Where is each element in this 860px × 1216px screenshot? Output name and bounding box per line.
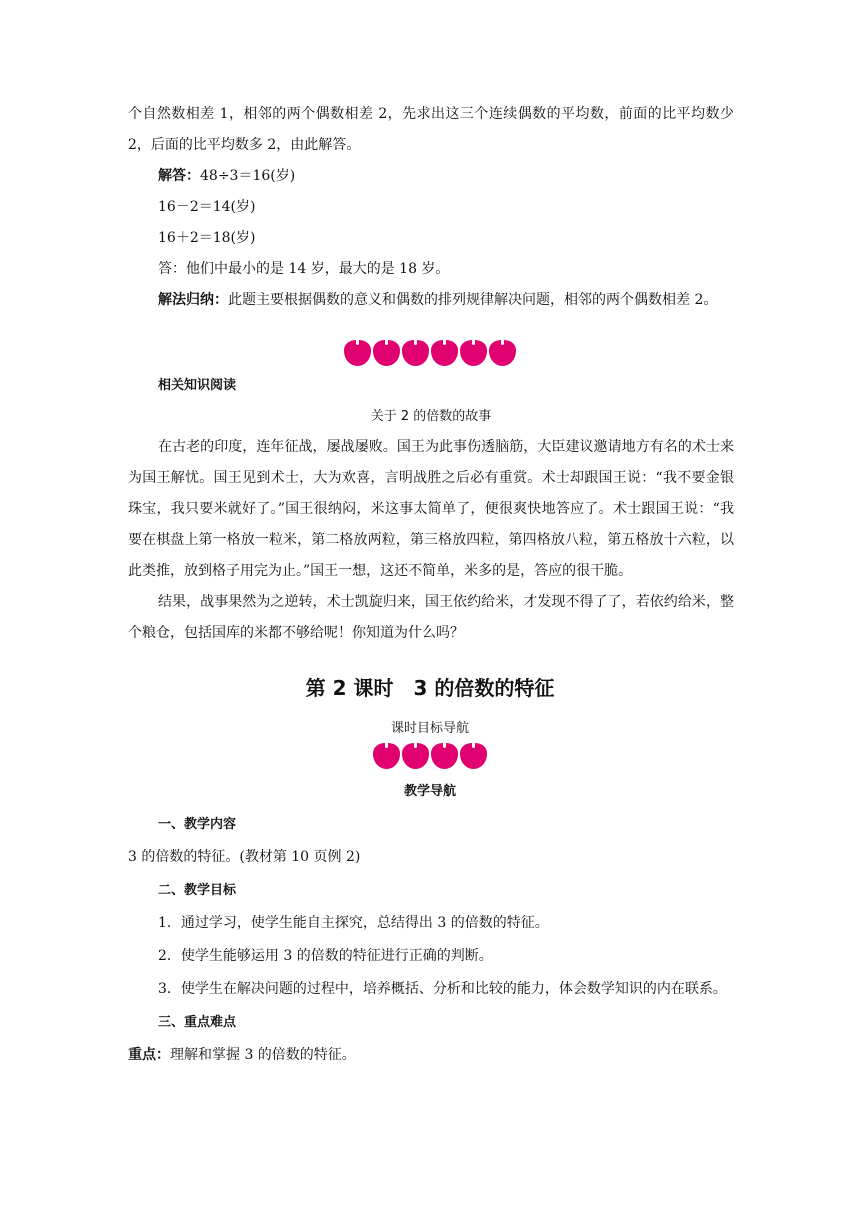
method-text: 此题主要根据偶数的意义和偶数的排列规律解决问题，相邻的两个偶数相差 2。: [228, 292, 718, 308]
lesson-block: [128, 808, 734, 1072]
reading-block: [128, 370, 734, 649]
key-text: 理解和掌握 3 的倍数的特征。: [170, 1047, 356, 1063]
petal-divider-top: [0, 340, 860, 366]
goal-item-1: 1．通过学习，使学生能自主探究，总结得出 3 的倍数的特征。: [158, 915, 549, 931]
intro-paragraph: 个自然数相差 1，相邻的两个偶数相差 2，先求出这三个连续偶数的平均数，前面的比平均数少 2，后面的比平均数多 2，由此解答。: [128, 106, 734, 153]
answer-line-3: 16＋2＝18(岁): [158, 230, 256, 246]
answer-label: 解答：: [158, 168, 200, 184]
lesson-nav-label: 课时目标导航: [390, 721, 469, 736]
answer-line: [128, 161, 734, 192]
heading-content: 一、教学内容: [158, 817, 237, 832]
story-paragraph-2: 结果，战事果然为之逆转，术士凯旋归来，国王依约给米，才发现不得了了，若依约给米，整个粮仓，包括国库的米都不够给呢！你知道为什么吗？: [128, 594, 734, 641]
story-title: 关于 2 的倍数的故事: [370, 409, 492, 424]
key-point-line: [128, 1039, 734, 1072]
petal-icon: [373, 340, 400, 366]
goal-item-2: 2．使学生能够运用 3 的倍数的特征进行正确的判断。: [158, 948, 493, 964]
petal-icon: [460, 743, 487, 769]
answer-final: 答：他们中最小的是 14 岁，最大的是 18 岁。: [158, 261, 450, 277]
method-summary: [128, 285, 734, 316]
petal-icon: [402, 340, 429, 366]
reading-section-label: 相关知识阅读: [158, 378, 237, 393]
petal-icon: [344, 340, 371, 366]
petal-icon: [489, 340, 516, 366]
petal-icon: [402, 743, 429, 769]
goal-item-3: 3．使学生在解决问题的过程中，培养概括、分析和比较的能力，体会数学知识的内在联系。: [158, 981, 727, 997]
lesson-title: 第 2 课时 3 的倍数的特征: [305, 676, 555, 700]
answer-line-1: 48÷3＝16(岁): [200, 168, 296, 184]
petal-icon: [431, 743, 458, 769]
teach-nav-label: 教学导航: [403, 784, 456, 799]
solution-block: [128, 99, 734, 316]
heading-goals: 二、教学目标: [158, 883, 237, 898]
answer-line-2: 16－2＝14(岁): [158, 199, 256, 215]
heading-key-points: 三、重点难点: [158, 1015, 237, 1030]
content-text: 3 的倍数的特征。(教材第 10 页例 2): [128, 849, 361, 865]
method-label: 解法归纳：: [158, 292, 228, 308]
petal-divider-lesson: [0, 743, 860, 769]
key-label: 重点：: [128, 1047, 170, 1063]
petal-icon: [460, 340, 487, 366]
petal-icon: [373, 743, 400, 769]
story-paragraph-1: 在古老的印度，连年征战，屡战屡败。国王为此事伤透脑筋，大臣建议邀请地方有名的术士来为国王解忧。国王见到术士，大为欢喜，言明战胜之后必有重赏。术士却跟国王说：“我不要金银珠宝，我只要米就好了。”国王很纳闷，米这事太简单了，便很爽快地答应了。术士跟国王说：“我要在棋盘上第一格放一粒米，第二格放两粒，第三格放四粒，第四格放八粒，第五格放十六粒，以此类推，放到格子用完为止。”国王一想，这还不简单，米多的是，答应的很干脆。: [128, 439, 734, 579]
petal-icon: [431, 340, 458, 366]
